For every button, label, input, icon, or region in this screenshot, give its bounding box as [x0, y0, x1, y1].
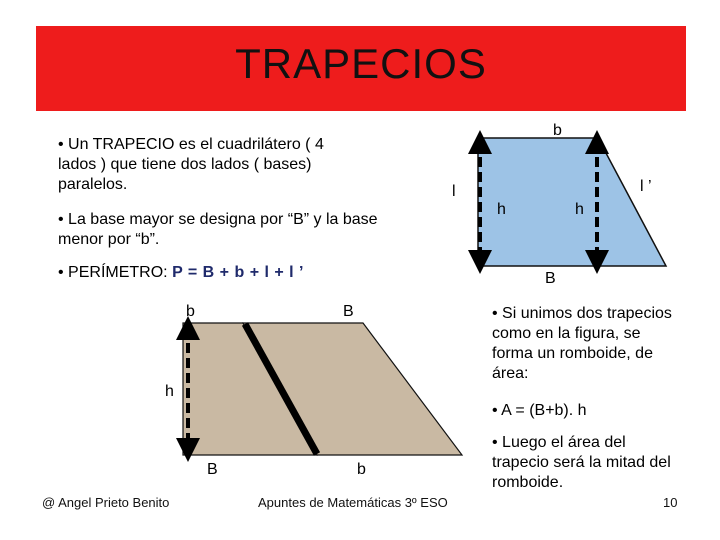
footer-author: @ Angel Prieto Benito	[42, 495, 170, 510]
rhomboid-bottom-right-label: b	[357, 461, 366, 478]
trapezoid-top-label: b	[553, 122, 562, 139]
trapezoid-height-label-right: h	[575, 201, 584, 218]
rhomboid-top-left-label: b	[186, 303, 195, 320]
trapezoid-shape	[478, 138, 666, 266]
perimeter-formula: P = B + b + l + l ’	[172, 264, 304, 281]
trapezoid-left-side-label: l	[452, 183, 456, 200]
rhombus-note-text: • Si unimos dos trapecios como en la figura, se forma un romboide, de área:	[492, 305, 672, 382]
rhomboid-top-right-label: B	[343, 303, 354, 320]
footer-page-number: 10	[663, 495, 678, 510]
perimeter-label: • PERÍMETRO:	[58, 264, 168, 281]
trapezoid-bottom-label: B	[545, 270, 556, 287]
rhomboid-height-label: h	[165, 383, 174, 400]
conclusion-text: • Luego el área del trapecio será la mitad del romboide.	[492, 434, 671, 491]
rhomboid-bottom-left-label: B	[207, 461, 218, 478]
definition-text: • Un TRAPECIO es el cuadrilátero ( 4 lados ) que tiene dos lados ( bases) paralelos.	[58, 136, 324, 193]
slide-title: TRAPECIOS	[235, 40, 487, 87]
trapezoid-height-label-left: h	[497, 201, 506, 218]
footer-course: Apuntes de Matemáticas 3º ESO	[258, 495, 448, 510]
trapezoid-right-side-label: l ’	[640, 178, 652, 195]
bases-note-text: • La base mayor se designa por “B” y la base menor por “b”.	[58, 211, 378, 248]
area-formula-text: • A = (B+b). h	[492, 402, 587, 419]
